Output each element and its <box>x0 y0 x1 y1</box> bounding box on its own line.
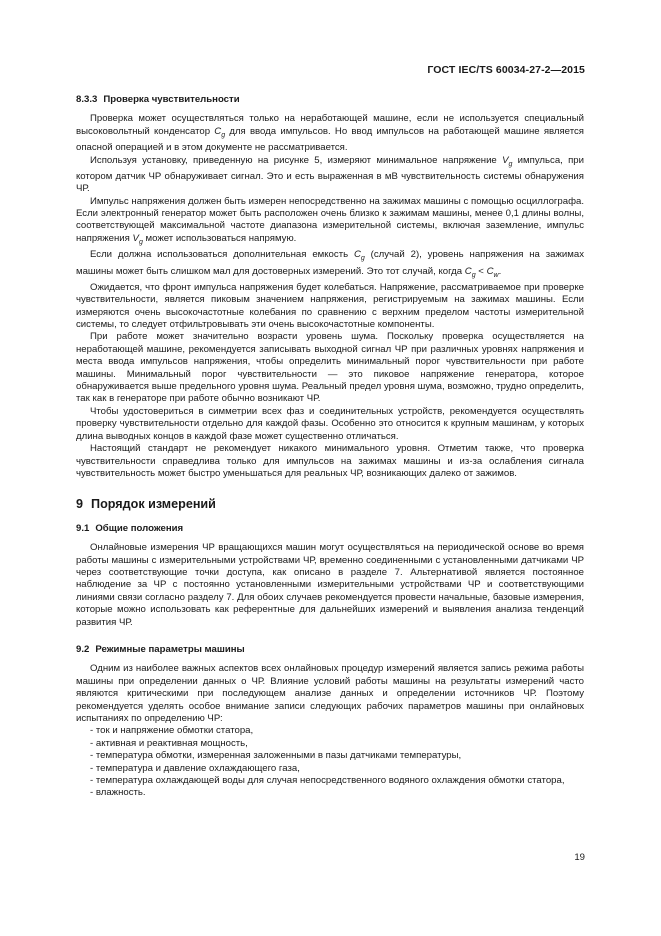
section-number: 9.2 <box>76 643 90 655</box>
section-number: 8.3.3 <box>76 94 98 105</box>
document-code: ГОСТ IEC/TS 60034-27-2—2015 <box>427 64 585 76</box>
page-number: 19 <box>574 852 585 863</box>
section-title: Проверка чувствительности <box>103 94 240 105</box>
section-number: 9.1 <box>76 522 90 534</box>
section-8-3-3-heading <box>76 94 584 106</box>
list-item: - температура и давление охлаждающего газа, <box>90 762 300 774</box>
list-item: - температура обмотки, измеренная заложенными в пазы датчиками температуры, <box>90 750 462 762</box>
paragraph: Используя установку, приведенную на рисунке 5, измеряют минимальное напряжение $V_g$ импульса, при котором датчик ЧР обнаруживает сигнал. Это и есть выраженная в мВ чувствительность системы обнаружения ЧР. <box>76 154 584 195</box>
section-title: Общие положения <box>95 522 184 534</box>
section-number: 9 <box>76 497 84 512</box>
paragraph: Ожидается, что фронт импульса напряжения будет колебаться. Напряжение, рассматриваемое при проверке чувствительности, является пиковым значением напряжения, регистрируемым на зажимах машины. Если измеряются очень высокочастотные колебания по сравнению с верхним пределом частоты измерительной системы, то следует отфильтровывать эти очень высокочастотные компоненты. <box>76 281 584 331</box>
list-item: - ток и напряжение обмотки статора, <box>90 725 254 737</box>
section-9-1-heading <box>76 523 584 535</box>
paragraph: Онлайновые измерения ЧР вращающихся машин могут осуществляться на периодической основе во время работы машины с измерительными устройствами ЧР, временно соединенными с установленными датчиками ЧР через соответствующие точки доступа, как описано в разделе 7. Альтернативой является постоянное наблюдение за ЧР с постоянно установленными измерительными устройствами ЧР и соответствующими линиями связи согласно разделу 7. Для обоих случаев рекомендуется провести начальные, базовые измерения, которые можно использовать как референтные для дальнейших измерений и выявления анализа тенденций развития ЧР. <box>76 542 584 628</box>
parameter-list <box>76 725 584 799</box>
section-9-2-heading <box>76 644 584 656</box>
paragraph: Чтобы удостовериться в симметрии всех фаз и соединительных устройств, рекомендуется осуществлять проверку чувствительности отдельно для каждой фазы. Особенно это относится к крупным машинам, у которых длина выводных концов в каждой фазе может существенно отличаться. <box>76 405 584 442</box>
paragraph: Одним из наиболее важных аспектов всех онлайновых процедур измерений является запись режима работы машины при определении данных о ЧР. Влияние условий работы машины на результаты измерений часто являются критическими при последующем анализе данных и определении источников ЧР. Поэтому рекомендуется уделять особое внимание записи следующих рабочих параметров машины при онлайновых испытаниях по определению ЧР: <box>76 663 584 724</box>
list-item: - влажность. <box>90 787 146 799</box>
section-title: Порядок измерений <box>91 497 216 512</box>
section-9-heading <box>76 498 584 510</box>
paragraph: Настоящий стандарт не рекомендует никакого минимального уровня. Отметим также, что проверка чувствительности справедлива только для импульсов на зажимах машины и из-за ослабления сигнала чувствительность может быстро уменьшаться для реальных ЧР, возникающих далеко от зажимов. <box>76 443 584 479</box>
section-title: Режимные параметры машины <box>95 643 245 655</box>
paragraph: При работе может значительно возрасти уровень шума. Поскольку проверка осуществляется на неработающей машине, рекомендуется записывать выходной сигнал ЧР при различных уровнях напряжения и места ввода импульсов напряжения, чтобы определить минимальный порог чувствительности при работе машины. Минимальный порог чувствительности — это пиковое напряжение генератора, которое обнаруживается выше предельного уровня шума. Реальный предел уровня шума, возможно, трудно определить, так как в генераторе при работе обычно возникают ЧР. <box>76 331 584 405</box>
paragraph: Импульс напряжения должен быть измерен непосредственно на зажимах машины с помощью осциллографа. Если электронный генератор может быть расположен очень близко к зажимам машины, менее 0,1 длины волны, соответствующей максимальной частоте диапазона измерительной системы, включая заземление, импульс напряжения $V_g$ может использоваться напрямую. <box>76 195 584 246</box>
list-item: - температура охлаждающей воды для случая непосредственного водяного охлаждения обмотки статора, <box>90 775 565 787</box>
paragraph: Проверка может осуществляться только на неработающей машине, если не используется специальный высоковольтный конденсатор $C_g$ для ввода импульсов. Но ввод импульсов на работающей машине является опасной операцией и в этом документе не рассматривается. <box>76 113 584 154</box>
paragraph: Если должна использоваться дополнительная емкость $C_g$ (случай 2), уровень напряжения на зажимах машины может быть слишком мал для достоверных измерений. Это тот случай, когда $C_g < C_w$. <box>76 249 584 279</box>
page-content <box>76 94 584 800</box>
list-item: - активная и реактивная мощность, <box>90 737 248 749</box>
